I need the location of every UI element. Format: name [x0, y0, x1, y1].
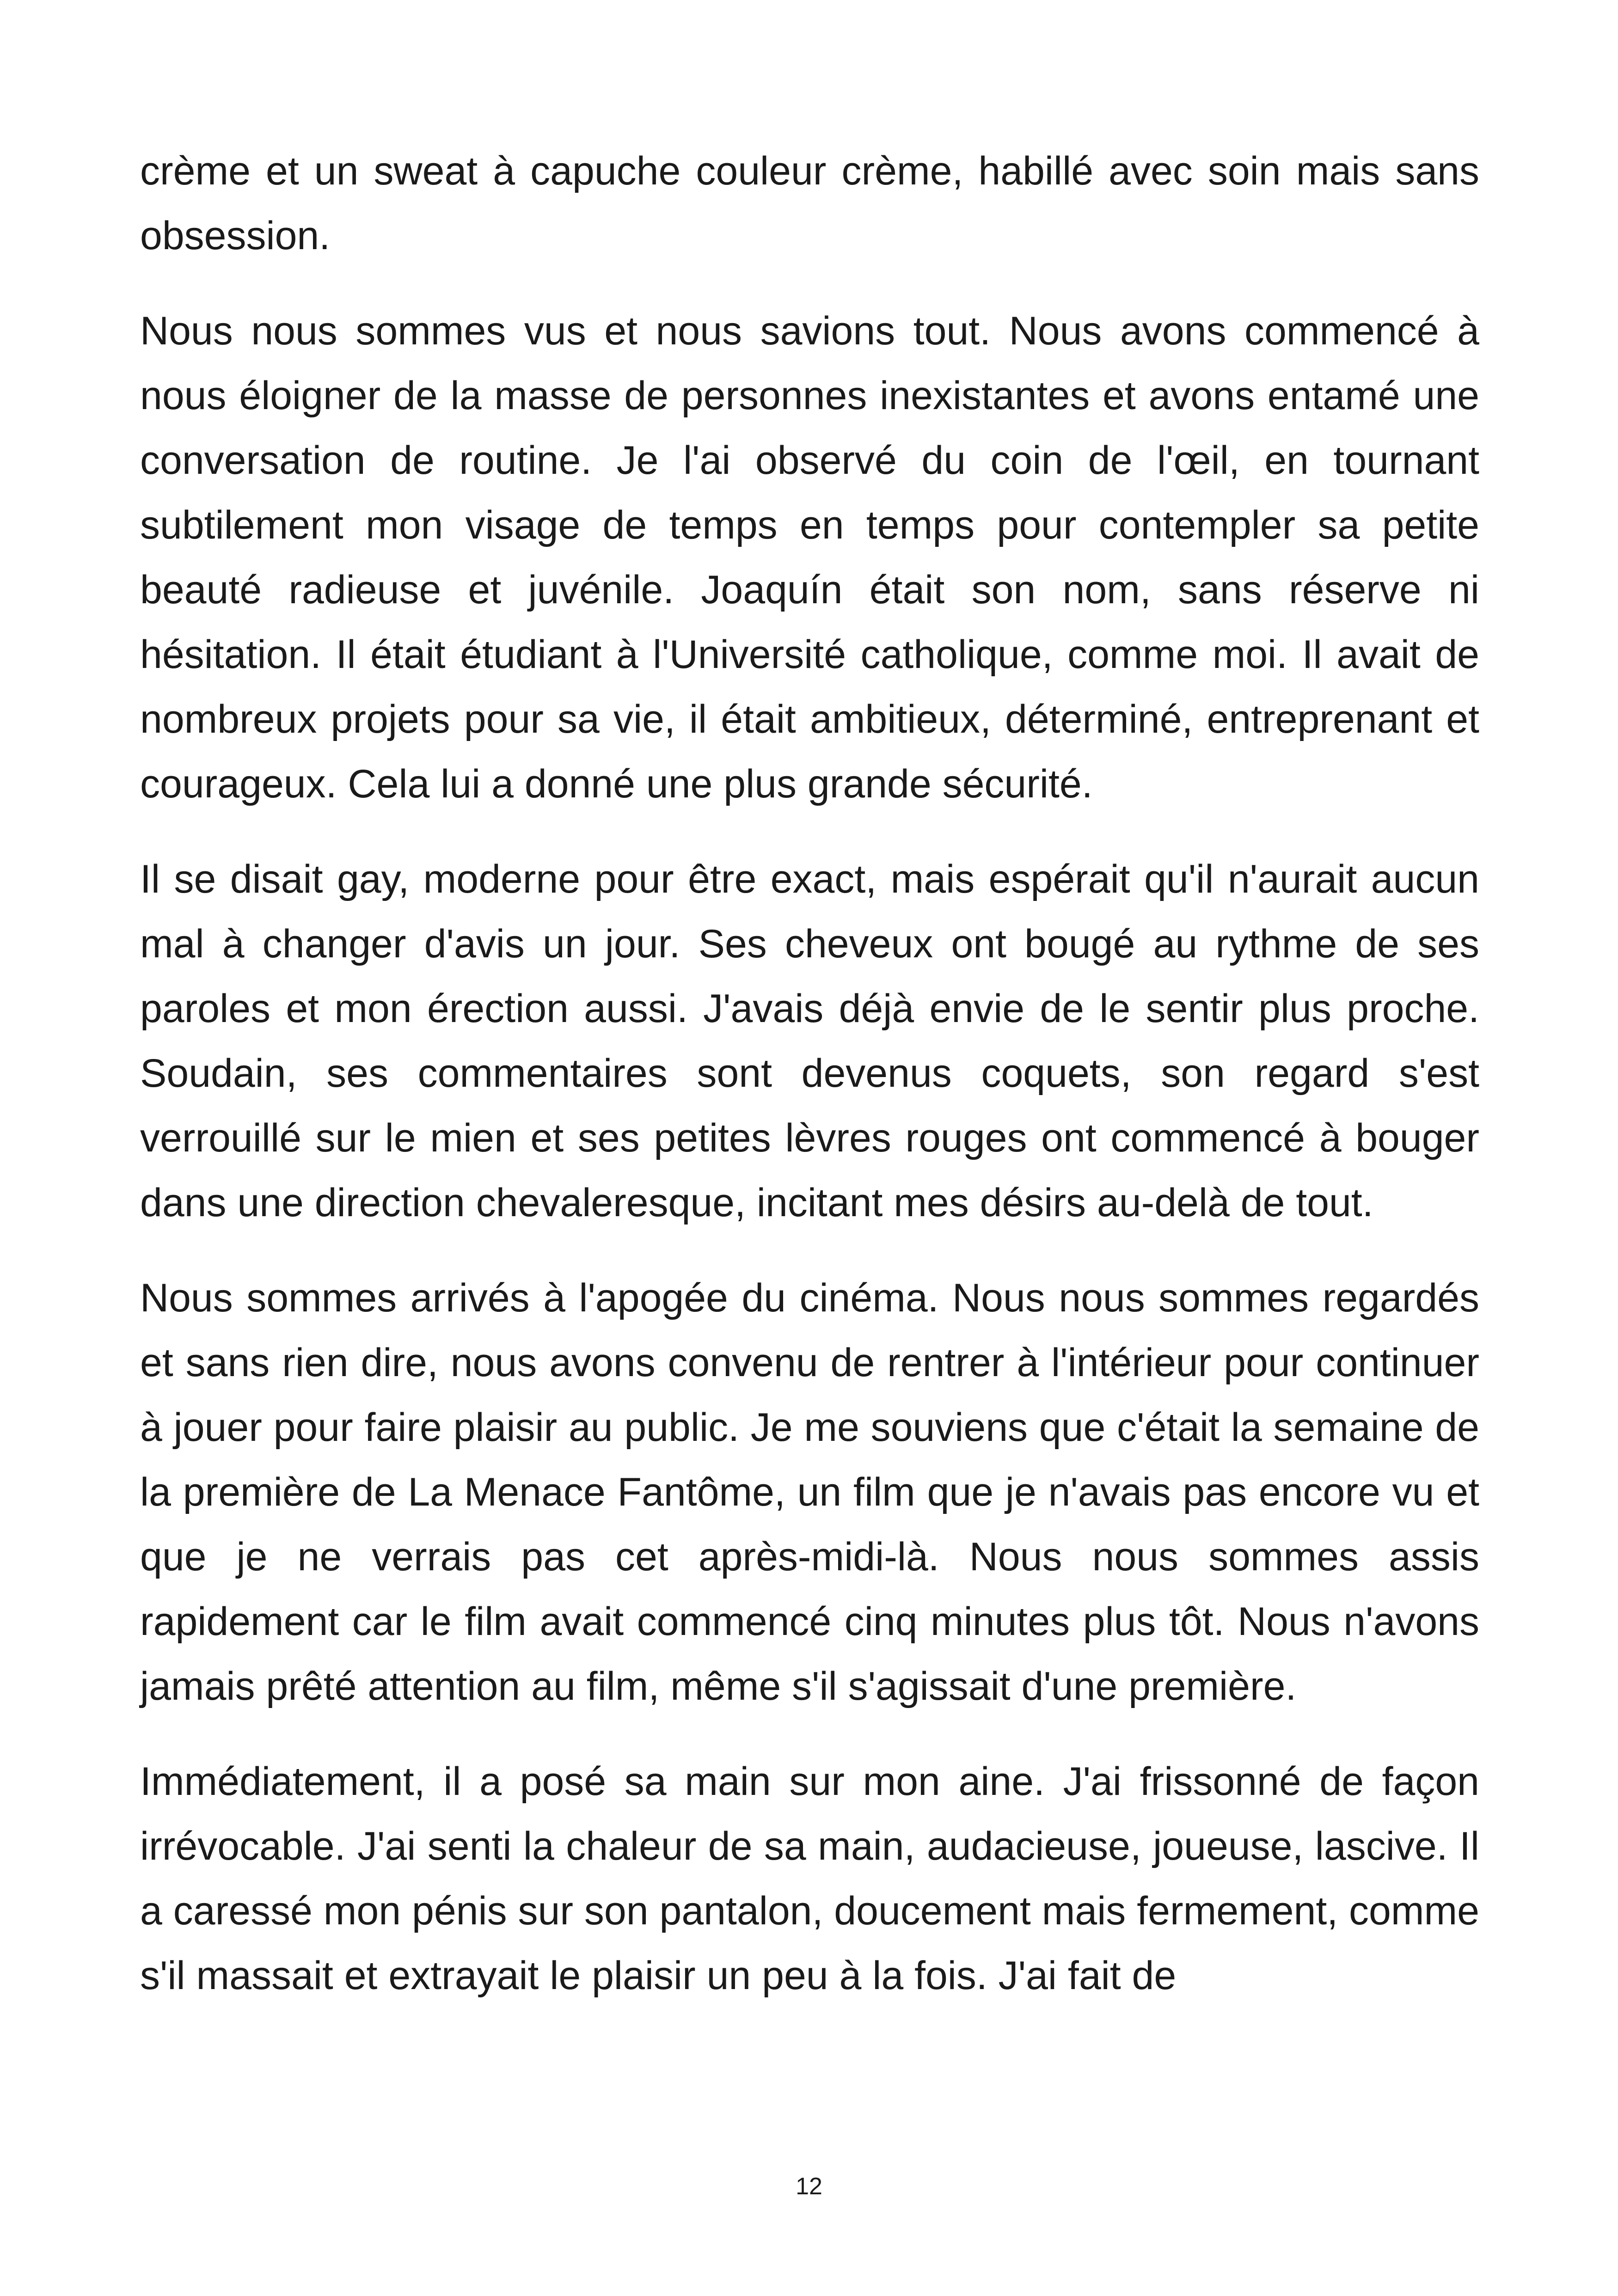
paragraph: Il se disait gay, moderne pour être exact, mais espérait qu'il n'aurait aucun mal à changer d'avis un jour. Ses cheveux ont bougé au rythme de ses paroles et mon érection aussi. J'avais déjà envie de le sentir plus proche. Soudain, ses commentaires sont devenus coquets, son regard s'est verrouillé sur le mien et ses petites lèvres rouges ont commencé à bouger dans une direction chevaleresque, incitant mes désirs au-delà de tout.	[140, 857, 1479, 1225]
page-number: 12	[796, 2173, 822, 2200]
page-body	[140, 139, 1479, 2039]
paragraph: Nous sommes arrivés à l'apogée du cinéma. Nous nous sommes regardés et sans rien dire, nous avons convenu de rentrer à l'intérieur pour continuer à jouer pour faire plaisir au public. Je me souviens que c'était la semaine de la première de La Menace Fantôme, un film que je n'avais pas encore vu et que je ne verrais pas cet après-midi-là. Nous nous sommes assis rapidement car le film avait commencé cinq minutes plus tôt. Nous n'avons jamais prêté attention au film, même s'il s'agissait d'une première.	[140, 1276, 1479, 1708]
paragraph: crème et un sweat à capuche couleur crème, habillé avec soin mais sans obsession.	[140, 149, 1479, 258]
paragraph: Nous nous sommes vus et nous savions tout. Nous avons commencé à nous éloigner de la masse de personnes inexistantes et avons entamé une conversation de routine. Je l'ai observé du coin de l'œil, en tournant subtilement mon visage de temps en temps pour contempler sa petite beauté radieuse et juvénile. Joaquín était son nom, sans réserve ni hésitation. Il était étudiant à l'Université catholique, comme moi. Il avait de nombreux projets pour sa vie, il était ambitieux, déterminé, entreprenant et courageux. Cela lui a donné une plus grande sécurité.	[140, 309, 1479, 806]
paragraph: Immédiatement, il a posé sa main sur mon aine. J'ai frissonné de façon irrévocable. J'ai senti la chaleur de sa main, audacieuse, joueuse, lascive. Il a caressé mon pénis sur son pantalon, doucement mais fermement, comme s'il massait et extrayait le plaisir un peu à la fois. J'ai fait de	[140, 1759, 1479, 1998]
